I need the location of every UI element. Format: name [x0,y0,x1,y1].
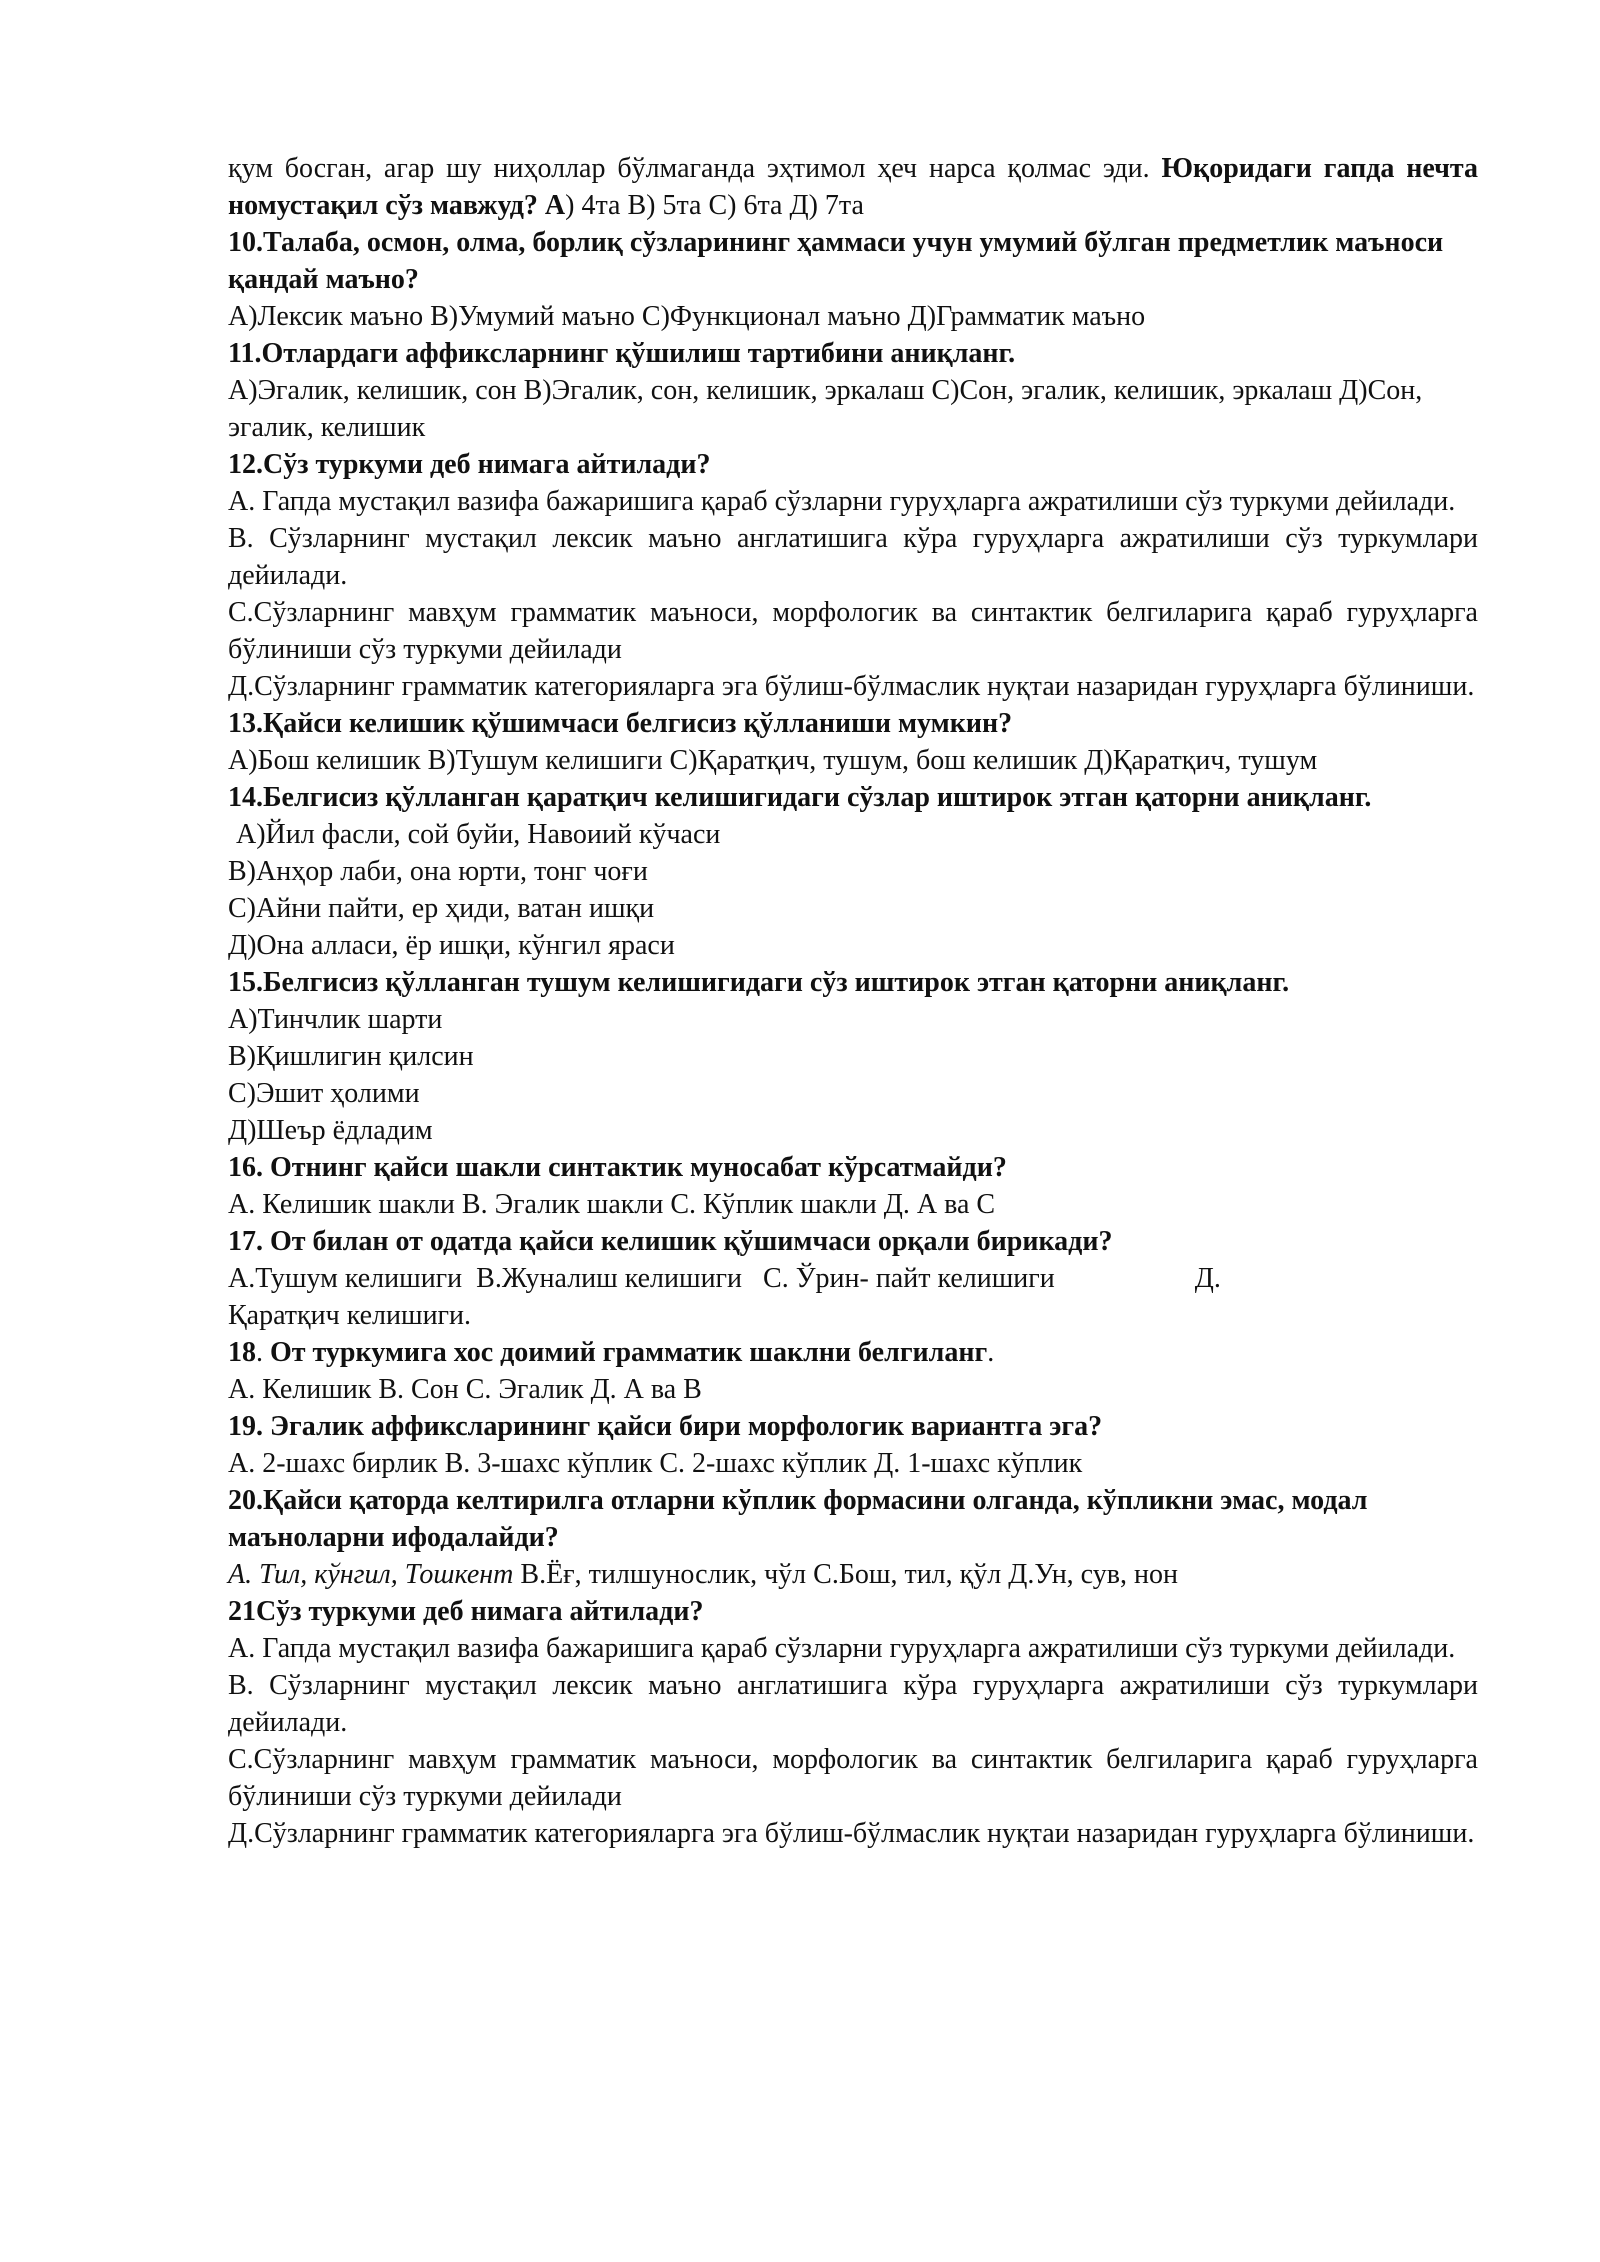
question-21: 21Сўз туркуми деб нимага айтилади? [228,1596,704,1627]
question-20-number: 20 [228,1485,256,1516]
answers-20-rest: В.Ёғ, тилшунослик, чўл С.Бош, тил, қўл Д.Ун, сув, нон [513,1559,1178,1590]
option-21-c: С.Сўзларнинг мавҳум грамматик маъноси, морфологик ва синтактик белгиларига қараб гуруҳларга бўлиниши сўз туркуми дейилади [228,1744,1478,1812]
option-14-b: В)Анҳор лаби, она юрти, тонг чоғи [228,856,648,887]
option-15-b: В)Қишлигин қилсин [228,1041,474,1072]
question-13: 13.Қайси келишик қўшимчаси белгисиз қўлланиши мумкин? [228,708,1013,739]
question-20-text: .Қайси қаторда келтирилга отларни кўплик формасини олганда, кўпликни эмас, модал маъноларни ифодалайди? [228,1485,1368,1553]
intro-text: қум босган, агар шу ниҳоллар бўлмаганда эҳтимол ҳеч нарса қолмас эди. [228,153,1162,184]
question-14: 14.Белгисиз қўлланган қаратқич келишигидаги сўзлар иштирок этган қаторни аниқланг. [228,782,1372,813]
question-18 [228,1334,1478,1371]
intro-answer-a-letter: А [544,190,566,221]
question-18-text: От туркумига хос доимий грамматик шаклни белгиланг [270,1337,988,1368]
question-18-end: . [987,1337,995,1368]
answers-20 [228,1556,1478,1593]
question-16: 16. Отнинг қайси шакли синтактик муносабат кўрсатмайди? [228,1152,1007,1183]
answers-17-line-1: А.Тушум келишиги В.Жуналиш келишиги С. Ўрин- пайт келишиги Д. [228,1263,1221,1294]
question-18-dot: . [256,1337,270,1368]
document-body [228,150,1478,1852]
option-14-c: С)Айни пайти, ер ҳиди, ватан ишқи [228,893,655,924]
question-11: 11.Отлардаги аффиксларнинг қўшилиш тартибини аниқланг. [228,338,1016,369]
answers-17-line-2: Қаратқич келишиги. [228,1300,472,1331]
option-14-d: Д)Она алласи, ёр ишқи, кўнгил яраси [228,930,675,961]
question-17: 17. От билан от одатда қайси келишик қўшимчаси орқали бирикади? [228,1226,1113,1257]
option-15-d: Д)Шеър ёдладим [228,1115,433,1146]
answers-13: А)Бош келишик В)Тушум келишиги С)Қаратқич, тушум, бош келишик Д)Қаратқич, тушум [228,745,1318,776]
option-12-b: В. Сўзларнинг мустақил лексик маъно англатишига кўра гуруҳларга ажратилиши сўз туркумлари дейилади. [228,523,1478,591]
option-12-a: А. Гапда мустақил вазифа бажаришига қараб сўзларни гуруҳларга ажратилиши сўз туркуми дейилади. [228,486,1456,517]
answers-18: А. Келишик В. Сон С. Эгалик Д. А ва В [228,1374,702,1405]
option-12-c: С.Сўзларнинг мавҳум грамматик маъноси, морфологик ва синтактик белгиларига қараб гуруҳларга бўлиниши сўз туркуми дейилади [228,597,1478,665]
option-15-a: А)Тинчлик шарти [228,1004,443,1035]
answers-10: А)Лексик маъно В)Умумий маъно С)Функционал маъно Д)Грамматик маъно [228,301,1146,332]
answers-16: А. Келишик шакли В. Эгалик шакли С. Кўплик шакли Д. А ва С [228,1189,996,1220]
intro-question: Юқоридаги гапда нечта номустақил сўз мавжуд? [228,153,1478,221]
answers-19: А. 2-шахс бирлик В. 3-шахс кўплик С. 2-шахс кўплик Д. 1-шахс кўплик [228,1448,1083,1479]
intro-answers: ) 4та В) 5та С) 6та Д) 7та [565,190,864,221]
option-12-d: Д.Сўзларнинг грамматик категорияларга эга бўлиш-бўлмаслик нуқтаи назаридан гуруҳларга бўлиниши. [228,671,1475,702]
intro-paragraph [228,150,1478,224]
option-21-b: В. Сўзларнинг мустақил лексик маъно англатишига кўра гуруҳларга ажратилиши сўз туркумлари дейилади. [228,1670,1478,1738]
question-12: 12.Сўз туркуми деб нимага айтилади? [228,449,711,480]
option-21-d: Д.Сўзларнинг грамматик категорияларга эга бўлиш-бўлмаслик нуқтаи назаридан гуруҳларга бўлиниши. [228,1818,1475,1849]
answers-11: А)Эгалик, келишик, сон В)Эгалик, сон, келишик, эркалаш С)Сон, эгалик, келишик, эркалаш Д)Сон, эгалик, келишик [228,375,1423,443]
question-19: 19. Эгалик аффиксларининг қайси бири морфологик вариантга эга? [228,1411,1103,1442]
question-10: 10.Талаба, осмон, олма, борлиқ сўзларининг ҳаммаси учун умумий бўлган предметлик маъноси қандай маъно? [228,227,1444,295]
question-18-number: 18 [228,1337,256,1368]
option-14-a: А)Йил фасли, сой буйи, Навоиий кўчаси [236,819,721,850]
question-15: 15.Белгисиз қўлланган тушум келишигидаги сўз иштирок этган қаторни аниқланг. [228,967,1290,998]
option-21-a: А. Гапда мустақил вазифа бажаришига қараб сўзларни гуруҳларга ажратилиши сўз туркуми дейилади. [228,1633,1456,1664]
option-15-c: С)Эшит ҳолими [228,1078,420,1109]
question-20 [228,1482,1478,1556]
answer-20-a: А. Тил, кўнгил, Тошкент [228,1559,514,1590]
